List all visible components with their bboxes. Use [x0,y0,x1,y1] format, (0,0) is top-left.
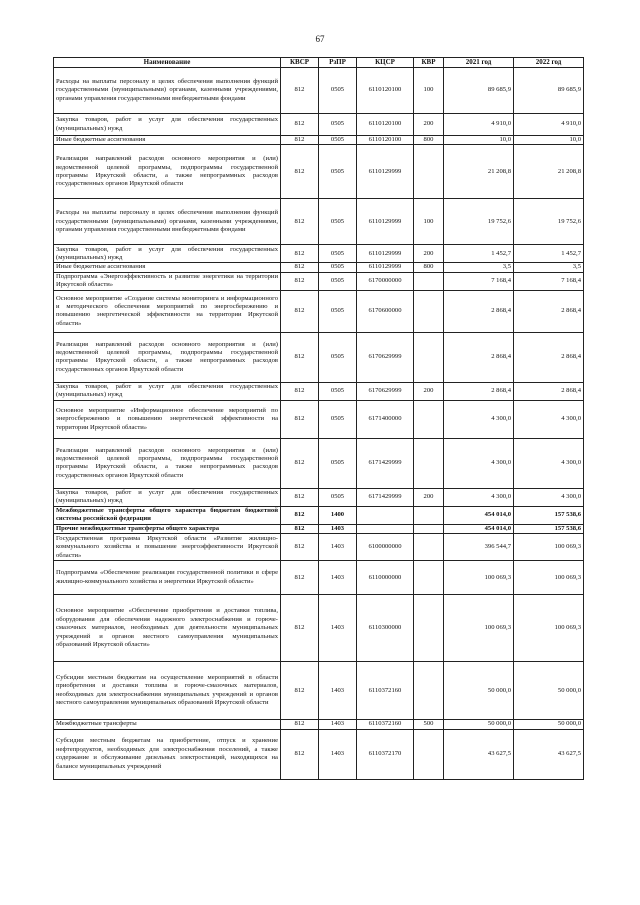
cell-2022: 89 685,9 [514,68,584,114]
cell-2021: 100 069,3 [444,561,514,595]
cell-kvsr: 812 [281,438,319,488]
cell-kvr [414,438,444,488]
cell-kvr: 500 [414,720,444,729]
table-row [54,199,584,245]
cell-rzpr: 0505 [319,68,357,114]
cell-2021: 4 300,0 [444,400,514,438]
cell-kcsr: 6110129999 [357,145,414,199]
table-row [54,272,584,290]
cell-kcsr: 6170600000 [357,290,414,332]
cell-kvr: 200 [414,245,444,263]
cell-name: Подпрограмма «Энергоэффективность и развитие энергетики на территории Иркутской области» [54,272,281,290]
cell-name: Закупка товаров, работ и услуг для обеспечения государственных (муниципальных) нужд [54,114,281,136]
cell-kcsr: 6110120100 [357,136,414,145]
cell-2021: 50 000,0 [444,720,514,729]
cell-2022: 100 069,3 [514,534,584,561]
cell-kcsr: 6110372170 [357,729,414,779]
cell-2022: 157 538,6 [514,524,584,533]
table-row [54,68,584,114]
table-row [54,245,584,263]
table-row [54,290,584,332]
cell-kcsr: 6170629999 [357,382,414,400]
cell-kvr [414,145,444,199]
cell-kcsr: 6171429999 [357,488,414,506]
cell-rzpr: 0505 [319,136,357,145]
cell-rzpr: 1403 [319,534,357,561]
cell-2021: 2 868,4 [444,382,514,400]
cell-2022: 10,0 [514,136,584,145]
cell-kcsr: 6110129999 [357,199,414,245]
header-rzpr: РзПР [319,58,357,68]
cell-kvsr: 812 [281,506,319,524]
cell-name: Расходы на выплаты персоналу в целях обеспечения выполнения функций государственными (муниципальными) органами, казенными учреждениями, органами управления государственными внебюджетными фондами [54,68,281,114]
cell-kvr [414,290,444,332]
header-kcsr: КЦСР [357,58,414,68]
cell-rzpr: 1403 [319,595,357,662]
table-row [54,136,584,145]
cell-rzpr: 0505 [319,245,357,263]
cell-kvr: 800 [414,136,444,145]
cell-2022: 50 000,0 [514,662,584,720]
table-row [54,662,584,720]
cell-kvsr: 812 [281,382,319,400]
cell-kvr [414,332,444,382]
cell-kcsr: 6110120100 [357,114,414,136]
cell-kvr [414,595,444,662]
cell-kvsr: 812 [281,136,319,145]
cell-kcsr: 6100000000 [357,534,414,561]
cell-kvsr: 812 [281,488,319,506]
header-kvsr: КВСР [281,58,319,68]
cell-2021: 1 452,7 [444,245,514,263]
cell-name: Прочие межбюджетные трансферты общего характера [54,524,281,533]
cell-2022: 21 208,8 [514,145,584,199]
cell-2022: 50 000,0 [514,720,584,729]
cell-2022: 7 168,4 [514,272,584,290]
budget-table [53,57,584,780]
cell-name: Закупка товаров, работ и услуг для обеспечения государственных (муниципальных) нужд [54,245,281,263]
cell-kvr [414,506,444,524]
cell-kcsr: 6110300000 [357,595,414,662]
table-row [54,400,584,438]
cell-rzpr: 1403 [319,561,357,595]
cell-kvsr: 812 [281,595,319,662]
cell-kvsr: 812 [281,729,319,779]
cell-2021: 454 014,0 [444,506,514,524]
cell-2022: 2 868,4 [514,332,584,382]
cell-name: Расходы на выплаты персоналу в целях обеспечения выполнения функций государственными (муниципальными) органами, казенными учреждениями, органами управления государственными внебюджетными фондами [54,199,281,245]
cell-kvr: 100 [414,68,444,114]
cell-2021: 7 168,4 [444,272,514,290]
cell-kvsr: 812 [281,199,319,245]
cell-2022: 100 069,3 [514,561,584,595]
cell-2021: 2 868,4 [444,290,514,332]
cell-2021: 2 868,4 [444,332,514,382]
cell-kvr: 200 [414,382,444,400]
cell-2022: 2 868,4 [514,382,584,400]
cell-2021: 4 910,0 [444,114,514,136]
cell-rzpr: 1400 [319,506,357,524]
cell-2021: 19 752,6 [444,199,514,245]
cell-kcsr: 6110372160 [357,720,414,729]
cell-name: Межбюджетные трансферты [54,720,281,729]
cell-2021: 454 014,0 [444,524,514,533]
cell-kcsr [357,524,414,533]
table-row [54,145,584,199]
cell-2021: 10,0 [444,136,514,145]
cell-2022: 4 910,0 [514,114,584,136]
cell-rzpr: 0505 [319,400,357,438]
header-2022: 2022 год [514,58,584,68]
cell-kcsr: 6110000000 [357,561,414,595]
cell-rzpr: 0505 [319,272,357,290]
cell-name: Иные бюджетные ассигнования [54,263,281,272]
header-name: Наименование [54,58,281,68]
cell-kcsr: 6170000000 [357,272,414,290]
cell-rzpr: 1403 [319,720,357,729]
cell-name: Закупка товаров, работ и услуг для обеспечения государственных (муниципальных) нужд [54,488,281,506]
table-row [54,595,584,662]
cell-rzpr: 0505 [319,332,357,382]
cell-name: Основное мероприятие «Обеспечение приобретения и доставки топлива, оборудования для обеспечения надежного электроснабжения и горюче-смазочных материалов, необходимых для деятельности муниципальных учреждений и органов местного самоуправления муниципальных образований Иркутской области» [54,595,281,662]
cell-rzpr: 0505 [319,145,357,199]
cell-kvsr: 812 [281,662,319,720]
cell-rzpr: 0505 [319,263,357,272]
cell-name: Иные бюджетные ассигнования [54,136,281,145]
header-kvr: КВР [414,58,444,68]
cell-2021: 100 069,3 [444,595,514,662]
cell-name: Закупка товаров, работ и услуг для обеспечения государственных (муниципальных) нужд [54,382,281,400]
cell-kvsr: 812 [281,263,319,272]
table-row [54,561,584,595]
cell-rzpr: 0505 [319,488,357,506]
cell-kvr [414,561,444,595]
cell-kvr [414,534,444,561]
cell-2022: 1 452,7 [514,245,584,263]
cell-kvsr: 812 [281,114,319,136]
cell-kvr [414,272,444,290]
cell-rzpr: 0505 [319,114,357,136]
cell-kvr: 200 [414,488,444,506]
cell-2022: 4 300,0 [514,400,584,438]
cell-rzpr: 1403 [319,662,357,720]
cell-name: Государственная программа Иркутской области «Развитие жилищно-коммунального хозяйства и повышение энергоэффективности Иркутской области» [54,534,281,561]
cell-kvsr: 812 [281,561,319,595]
cell-kvr [414,729,444,779]
cell-kvr [414,400,444,438]
page-number: 67 [315,34,325,44]
cell-2021: 3,5 [444,263,514,272]
cell-rzpr: 1403 [319,524,357,533]
cell-name: Субсидии местным бюджетам на осуществление мероприятий в области приобретения и доставки топлива и горюче-смазочных материалов, необходимых для электроснабжения муниципальных учреждений и органов местного самоуправления муниципальных образований Иркутской области [54,662,281,720]
cell-kvr: 800 [414,263,444,272]
cell-name: Реализация направлений расходов основного мероприятия и (или) ведомственной целевой программы, подпрограммы государственной программы Иркутской области, а также непрограммных расходов государственных органов Иркутской области [54,145,281,199]
cell-2021: 4 300,0 [444,488,514,506]
cell-rzpr: 0505 [319,199,357,245]
table-row [54,438,584,488]
cell-kvr [414,524,444,533]
cell-kcsr: 6170629999 [357,332,414,382]
cell-kvsr: 812 [281,534,319,561]
table-row [54,332,584,382]
cell-2021: 43 627,5 [444,729,514,779]
table-row [54,488,584,506]
cell-rzpr: 1403 [319,729,357,779]
cell-name: Реализация направлений расходов основного мероприятия и (или) ведомственной целевой программы, подпрограммы государственной программы Иркутской области, а также непрограммных расходов государственных органов Иркутской области [54,332,281,382]
cell-2022: 2 868,4 [514,290,584,332]
table-row [54,114,584,136]
cell-kvsr: 812 [281,332,319,382]
table-row [54,534,584,561]
cell-rzpr: 0505 [319,438,357,488]
cell-2022: 4 300,0 [514,438,584,488]
cell-kvr [414,662,444,720]
table-row [54,720,584,729]
cell-kcsr: 6110129999 [357,263,414,272]
cell-kvr: 200 [414,114,444,136]
cell-kvsr: 812 [281,720,319,729]
cell-2022: 4 300,0 [514,488,584,506]
cell-2021: 50 000,0 [444,662,514,720]
cell-kvsr: 812 [281,245,319,263]
cell-2021: 4 300,0 [444,438,514,488]
cell-kvsr: 812 [281,290,319,332]
table-row [54,524,584,533]
cell-name: Межбюджетные трансферты общего характера бюджетам бюджетной системы российской федерации [54,506,281,524]
cell-kvsr: 812 [281,272,319,290]
cell-2021: 396 544,7 [444,534,514,561]
cell-2022: 43 627,5 [514,729,584,779]
cell-kvsr: 812 [281,400,319,438]
cell-rzpr: 0505 [319,290,357,332]
cell-2022: 100 069,3 [514,595,584,662]
cell-name: Реализация направлений расходов основного мероприятия и (или) ведомственной целевой программы, подпрограммы государственной программы Иркутской области, а также непрограммных расходов государственных органов Иркутской области [54,438,281,488]
cell-kvsr: 812 [281,524,319,533]
cell-kvsr: 812 [281,145,319,199]
cell-2022: 3,5 [514,263,584,272]
cell-kcsr: 6110372160 [357,662,414,720]
table-row [54,263,584,272]
cell-rzpr: 0505 [319,382,357,400]
cell-name: Субсидии местным бюджетам на приобретение, отпуск и хранение нефтепродуктов, необходимых для электроснабжения поселений, а также содержание и обслуживание дизельных электростанций, находящихся на балансе муниципальных учреждений [54,729,281,779]
cell-kcsr [357,506,414,524]
cell-2022: 157 538,6 [514,506,584,524]
cell-name: Основное мероприятие «Информационное обеспечение мероприятий по энергосбережению и повышению энергетической эффективности на территории Иркутской области» [54,400,281,438]
cell-2021: 21 208,8 [444,145,514,199]
cell-kvsr: 812 [281,68,319,114]
table-row [54,729,584,779]
cell-kcsr: 6171400000 [357,400,414,438]
table-row [54,382,584,400]
table-row [54,506,584,524]
cell-2022: 19 752,6 [514,199,584,245]
cell-kcsr: 6110129999 [357,245,414,263]
cell-name: Подпрограмма «Обеспечение реализации государственной политики в сфере жилищно-коммунального хозяйства и энергетики Иркутской области» [54,561,281,595]
table-header-row [54,58,584,68]
cell-kcsr: 6110120100 [357,68,414,114]
cell-kvr: 100 [414,199,444,245]
header-2021: 2021 год [444,58,514,68]
cell-name: Основное мероприятие «Создание системы мониторинга и информационного и методического обеспечения мероприятий по энергосбережению и повышению энергетической эффективности на территории Иркутской области» [54,290,281,332]
cell-2021: 89 685,9 [444,68,514,114]
cell-kcsr: 6171429999 [357,438,414,488]
